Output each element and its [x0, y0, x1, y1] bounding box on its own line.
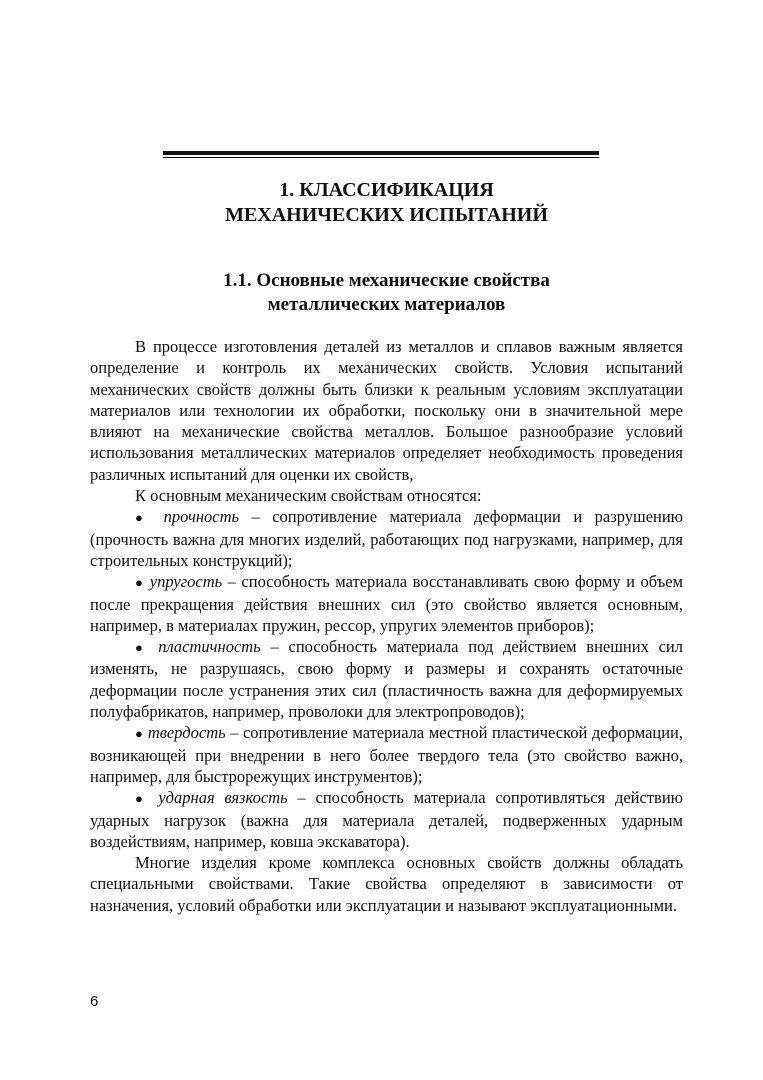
intro-paragraph: В процессе изготовления деталей из металлов и сплавов важным является определение и контроль их механических свойств. Условия испытаний механических свойств должны быть близки к реальным условиям эксплуатации материалов или технологии их обработки, поскольку они в значительной мере влияют на механические свойства металлов. Большое разнообразие условий использования металлических материалов определяет необходимость проведения различных испытаний для оценки их свойств,	[90, 337, 683, 484]
property-definition: – способность материала под действием внешних сил изменять, не разрушаясь, свою форму и размеры и сохранять остаточные деформации после устранения этих сил (пластичность важна для деформируемых полуфабрикатов, например, проволоки для электропроводов);	[90, 637, 683, 722]
property-term: твердость	[147, 723, 226, 743]
bullet-icon: ●	[135, 640, 149, 656]
property-term: пластичность	[158, 637, 261, 657]
property-term: прочность	[163, 507, 240, 527]
bullet-icon: ●	[135, 575, 145, 591]
list-item	[90, 636, 683, 722]
chapter-title-line-1: 1. КЛАССИФИКАЦИЯ	[279, 179, 494, 201]
header-double-rule	[163, 151, 599, 158]
body-text	[90, 336, 683, 916]
list-item	[90, 722, 683, 787]
page-number: 6	[90, 993, 99, 1010]
property-term: ударная вязкость	[158, 788, 288, 808]
bullet-icon: ●	[135, 726, 144, 742]
closing-paragraph: Многие изделия кроме комплекса основных свойств должны обладать специальными свойствами. Такие свойства определяют в зависимости от назначения, условий обработки или эксплуатации и называют эксплуатационными.	[90, 853, 683, 915]
bullet-icon: ●	[135, 510, 152, 526]
list-item	[90, 506, 683, 571]
property-term: упругость	[149, 572, 223, 592]
chapter-title-line-2: МЕХАНИЧЕСКИХ ИСПЫТАНИЙ	[225, 204, 548, 226]
list-item	[90, 787, 683, 852]
property-definition: – способность материала сопротивляться действию ударных нагрузок (важна для материала деталей, подверженных ударным воздействиям, например, ковша экскаватора).	[90, 788, 683, 851]
lead-paragraph: К основным механическим свойствам относятся:	[135, 486, 482, 506]
chapter-title	[90, 178, 683, 228]
property-definition: – сопротивление материала местной пластической деформации, возникающей при внедрении в него более твердого тела (это свойство важно, например, для быстрорежущих инструментов);	[90, 723, 684, 786]
section-title	[90, 269, 683, 317]
section-title-line-2: металлических материалов	[267, 294, 506, 315]
property-definition: – сопротивление материала деформации и разрушению (прочность важна для многих изделий, работающих под нагрузками, например, для строительных конструкций);	[90, 507, 684, 570]
header-rule-thin	[163, 157, 599, 158]
property-definition: – способность материала восстанавливать свою форму и объем после прекращения действия внешних сил (это свойство является основным, например, в материалах пружин, рессор, упругих элементов приборов);	[90, 572, 683, 635]
bullet-icon: ●	[135, 791, 149, 807]
section-title-line-1: 1.1. Основные механические свойства	[223, 270, 550, 291]
list-item	[90, 571, 683, 636]
